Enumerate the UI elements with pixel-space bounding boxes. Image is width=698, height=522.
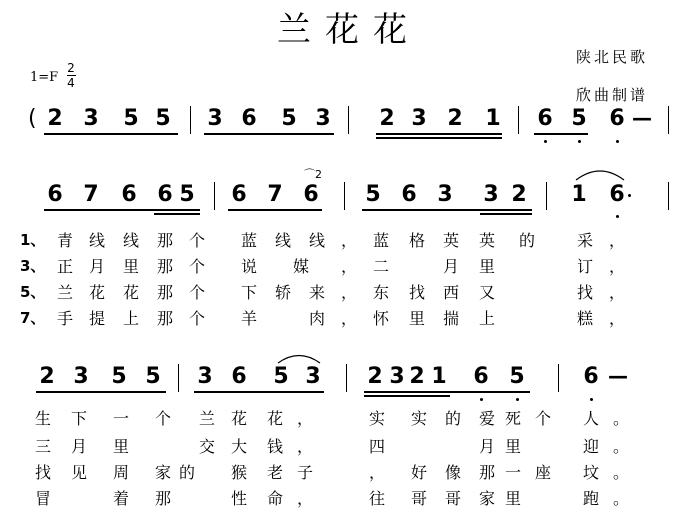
lyric-char: ， bbox=[608, 309, 625, 328]
lyric-char: 见 bbox=[70, 463, 87, 482]
lyric-char: ， bbox=[340, 309, 357, 328]
lyric-char: ， bbox=[340, 231, 357, 250]
note: 3 bbox=[197, 364, 213, 389]
barline bbox=[348, 106, 349, 134]
note: 5 bbox=[155, 106, 171, 131]
note: 3 bbox=[83, 106, 99, 131]
note: 5 bbox=[571, 106, 587, 131]
lyric-char: 着 bbox=[112, 489, 129, 508]
slur bbox=[574, 164, 626, 184]
origin-label: 陕北民歌 bbox=[576, 48, 649, 66]
lyric-char: 那 bbox=[478, 463, 495, 482]
note: 2 bbox=[409, 364, 425, 389]
note: 5 bbox=[509, 364, 525, 389]
low-octave-dot bbox=[616, 140, 619, 143]
lyric-char: 格 bbox=[408, 231, 425, 250]
lyric-char: 实 bbox=[368, 409, 385, 428]
ornament-number: 2 bbox=[315, 168, 322, 181]
lyric-char: 往 bbox=[368, 489, 385, 508]
lyric-char: 下 bbox=[70, 409, 87, 428]
lyric-char: 的 bbox=[178, 463, 195, 482]
beam bbox=[228, 209, 322, 211]
lyric-char: 兰 bbox=[198, 409, 215, 428]
lyric-char: ， bbox=[296, 437, 313, 456]
note: 6 bbox=[303, 182, 319, 207]
lyric-char: 蓝 bbox=[372, 231, 389, 250]
lyric-char: 找 bbox=[576, 283, 593, 302]
lyric-char: 里 bbox=[408, 309, 425, 328]
beam bbox=[364, 391, 530, 393]
lyric-char: 兰 bbox=[56, 283, 73, 302]
time-bottom: 4 bbox=[67, 76, 75, 90]
lyric-char: 月 bbox=[88, 257, 105, 276]
barline bbox=[668, 106, 669, 134]
barline bbox=[178, 364, 179, 392]
song-title: 兰花花 bbox=[277, 10, 421, 50]
lyric-char: 花 bbox=[230, 409, 247, 428]
note: 2 bbox=[511, 182, 527, 207]
note: 2 bbox=[367, 364, 383, 389]
lyric-char: 的 bbox=[518, 231, 535, 250]
beam bbox=[534, 133, 588, 135]
lyric-char: 冒 bbox=[34, 489, 51, 508]
time-top: 2 bbox=[67, 61, 75, 75]
note: 6 bbox=[609, 182, 625, 207]
lyric-char: 哥 bbox=[410, 489, 427, 508]
lyric-char: 肉 bbox=[308, 309, 325, 328]
lyric-char: ， bbox=[608, 283, 625, 302]
lyric-char: 花 bbox=[266, 409, 283, 428]
lyric-char: 英 bbox=[478, 231, 495, 250]
lyric-char: ， bbox=[368, 463, 385, 482]
lyric-char: ， bbox=[608, 257, 625, 276]
note: 1 bbox=[485, 106, 501, 131]
note: 1 bbox=[571, 182, 587, 207]
slur bbox=[276, 350, 322, 366]
lyric-char: 月 bbox=[478, 437, 495, 456]
lyric-char: 下 bbox=[240, 283, 257, 302]
note: 6 bbox=[231, 364, 247, 389]
lyric-char: 跑 bbox=[582, 489, 599, 508]
lyric-char: 找 bbox=[34, 463, 51, 482]
note: 3 bbox=[73, 364, 89, 389]
lyric-char: 来 bbox=[308, 283, 325, 302]
low-octave-dot bbox=[544, 140, 547, 143]
open-paren: ( bbox=[28, 106, 37, 131]
note: 2 bbox=[447, 106, 463, 131]
lyric-char: 二 bbox=[372, 257, 389, 276]
beam bbox=[154, 213, 200, 215]
note: 3 bbox=[207, 106, 223, 131]
lyric-char: 里 bbox=[504, 489, 521, 508]
lyric-char: 采 bbox=[576, 231, 593, 250]
beam bbox=[480, 213, 532, 215]
barline bbox=[546, 182, 547, 210]
note: 5 bbox=[123, 106, 139, 131]
verse-number: 7、 bbox=[20, 309, 46, 327]
note: 6 bbox=[157, 182, 173, 207]
note: 6 bbox=[401, 182, 417, 207]
lyric-char: 媒 bbox=[292, 257, 309, 276]
beam bbox=[364, 395, 450, 397]
note: 5 bbox=[179, 182, 195, 207]
lyric-char: 那 bbox=[156, 257, 173, 276]
lyric-char: 个 bbox=[154, 409, 171, 428]
lyric-char: 一 bbox=[504, 463, 521, 482]
note: 2 bbox=[379, 106, 395, 131]
note: 7 bbox=[83, 182, 99, 207]
lyric-char: 里 bbox=[478, 257, 495, 276]
lyric-char: 月 bbox=[70, 437, 87, 456]
lyric-char: 四 bbox=[368, 437, 385, 456]
lyric-char: 说 bbox=[240, 257, 257, 276]
lyric-char: 英 bbox=[442, 231, 459, 250]
beam bbox=[376, 137, 502, 139]
lyric-char: 东 bbox=[372, 283, 389, 302]
note: 3 bbox=[437, 182, 453, 207]
lyric-char: 上 bbox=[122, 309, 139, 328]
lyric-char: 怀 bbox=[372, 309, 389, 328]
note: 1 bbox=[431, 364, 447, 389]
note: 6 bbox=[583, 364, 599, 389]
ornament-mark: ⌒2 bbox=[304, 168, 322, 181]
lyric-char: 爱 bbox=[478, 409, 495, 428]
lyric-char: 交 bbox=[198, 437, 215, 456]
lyric-char: 子 bbox=[296, 463, 313, 482]
note: 7 bbox=[267, 182, 283, 207]
lyric-char: 像 bbox=[444, 463, 461, 482]
lyric-char: 线 bbox=[122, 231, 139, 250]
lyric-char: 找 bbox=[408, 283, 425, 302]
lyric-char: 好 bbox=[410, 463, 427, 482]
note: 5 bbox=[281, 106, 297, 131]
key-signature: 1=F bbox=[30, 70, 59, 85]
beam bbox=[376, 133, 502, 135]
lyric-char: 猴 bbox=[230, 463, 247, 482]
lyric-char: 那 bbox=[156, 283, 173, 302]
lyric-char: 里 bbox=[112, 437, 129, 456]
beam bbox=[362, 209, 532, 211]
lyric-char: ， bbox=[608, 231, 625, 250]
lyric-char: 羊 bbox=[240, 309, 257, 328]
note: 6 bbox=[609, 106, 625, 131]
lyric-char: 周 bbox=[112, 463, 129, 482]
lyric-char: 性 bbox=[230, 489, 247, 508]
lyric-char: 老 bbox=[266, 463, 283, 482]
lyric-char: 手 bbox=[56, 309, 73, 328]
lyric-char: 哥 bbox=[444, 489, 461, 508]
lyric-char: 蓝 bbox=[240, 231, 257, 250]
lyric-char: 那 bbox=[156, 231, 173, 250]
note: 6 bbox=[121, 182, 137, 207]
note: 6 bbox=[231, 182, 247, 207]
barline bbox=[214, 182, 215, 210]
note: 6 bbox=[473, 364, 489, 389]
lyric-char: 一 bbox=[112, 409, 129, 428]
note: 6 bbox=[241, 106, 257, 131]
beam bbox=[204, 133, 334, 135]
lyric-char: 个 bbox=[188, 309, 205, 328]
lyric-char: 花 bbox=[88, 283, 105, 302]
note: 6 bbox=[537, 106, 553, 131]
dotted-note-dot bbox=[628, 194, 631, 197]
extension-dash: — bbox=[632, 106, 652, 130]
lyric-char: 线 bbox=[274, 231, 291, 250]
lyric-char: 里 bbox=[122, 257, 139, 276]
note: 5 bbox=[273, 364, 289, 389]
note: 3 bbox=[315, 106, 331, 131]
lyric-char: 那 bbox=[156, 309, 173, 328]
lyric-char: 正 bbox=[56, 257, 73, 276]
beam bbox=[194, 391, 324, 393]
note: 3 bbox=[305, 364, 321, 389]
low-octave-dot bbox=[616, 215, 619, 218]
lyric-char: 。 bbox=[612, 463, 629, 482]
lyric-char: 的 bbox=[444, 409, 461, 428]
barline bbox=[346, 364, 347, 392]
lyric-char: 月 bbox=[442, 257, 459, 276]
lyric-char: 家 bbox=[478, 489, 495, 508]
lyric-char: 。 bbox=[612, 489, 629, 508]
lyric-char: 命 bbox=[266, 489, 283, 508]
lyric-char: 个 bbox=[534, 409, 551, 428]
note: 3 bbox=[389, 364, 405, 389]
extension-dash: — bbox=[608, 364, 628, 388]
beam bbox=[44, 133, 178, 135]
lyric-char: ， bbox=[340, 283, 357, 302]
lyric-char: 坟 bbox=[582, 463, 599, 482]
lyric-char: 个 bbox=[188, 231, 205, 250]
lyric-char: 大 bbox=[230, 437, 247, 456]
lyric-char: 糕 bbox=[576, 309, 593, 328]
barline bbox=[518, 106, 519, 134]
beam bbox=[36, 391, 166, 393]
barline bbox=[668, 182, 669, 210]
note: 5 bbox=[365, 182, 381, 207]
lyric-char: ， bbox=[296, 489, 313, 508]
lyric-char: 那 bbox=[154, 489, 171, 508]
lyric-char: ， bbox=[340, 257, 357, 276]
lyric-char: 个 bbox=[188, 283, 205, 302]
low-octave-dot bbox=[590, 398, 593, 401]
lyric-char: ， bbox=[296, 409, 313, 428]
lyric-char: 。 bbox=[612, 437, 629, 456]
lyric-char: 三 bbox=[34, 437, 51, 456]
lyric-char: 提 bbox=[88, 309, 105, 328]
lyric-char: 迎 bbox=[582, 437, 599, 456]
lyric-char: 实 bbox=[410, 409, 427, 428]
verse-number: 5、 bbox=[20, 283, 46, 301]
lyric-char: 线 bbox=[308, 231, 325, 250]
lyric-char: 生 bbox=[34, 409, 51, 428]
note: 3 bbox=[483, 182, 499, 207]
note: 6 bbox=[47, 182, 63, 207]
low-octave-dot bbox=[480, 398, 483, 401]
lyric-char: 青 bbox=[56, 231, 73, 250]
lyric-char: 订 bbox=[576, 257, 593, 276]
lyric-char: 西 bbox=[442, 283, 459, 302]
lyric-char: 揣 bbox=[442, 309, 459, 328]
verse-number: 1、 bbox=[20, 231, 46, 249]
lyric-char: 线 bbox=[88, 231, 105, 250]
lyric-char: 又 bbox=[478, 283, 495, 302]
note: 5 bbox=[145, 364, 161, 389]
lyric-char: 家 bbox=[154, 463, 171, 482]
beam bbox=[44, 209, 200, 211]
lyric-char: 里 bbox=[504, 437, 521, 456]
lyric-char: 花 bbox=[122, 283, 139, 302]
low-octave-dot bbox=[516, 398, 519, 401]
barline bbox=[344, 182, 345, 210]
time-signature bbox=[64, 62, 78, 89]
lyric-char: 死 bbox=[504, 409, 521, 428]
barline bbox=[558, 364, 559, 392]
arranger-label: 欣曲制谱 bbox=[576, 86, 649, 104]
note: 2 bbox=[39, 364, 55, 389]
barline bbox=[190, 106, 191, 134]
low-octave-dot bbox=[578, 140, 581, 143]
note: 5 bbox=[111, 364, 127, 389]
lyric-char: 。 bbox=[612, 409, 629, 428]
lyric-char: 个 bbox=[188, 257, 205, 276]
lyric-char: 座 bbox=[534, 463, 551, 482]
lyric-char: 上 bbox=[478, 309, 495, 328]
lyric-char: 钱 bbox=[266, 437, 283, 456]
note: 2 bbox=[47, 106, 63, 131]
lyric-char: 轿 bbox=[274, 283, 291, 302]
lyric-char: 人 bbox=[582, 409, 599, 428]
verse-number: 3、 bbox=[20, 257, 46, 275]
note: 3 bbox=[411, 106, 427, 131]
